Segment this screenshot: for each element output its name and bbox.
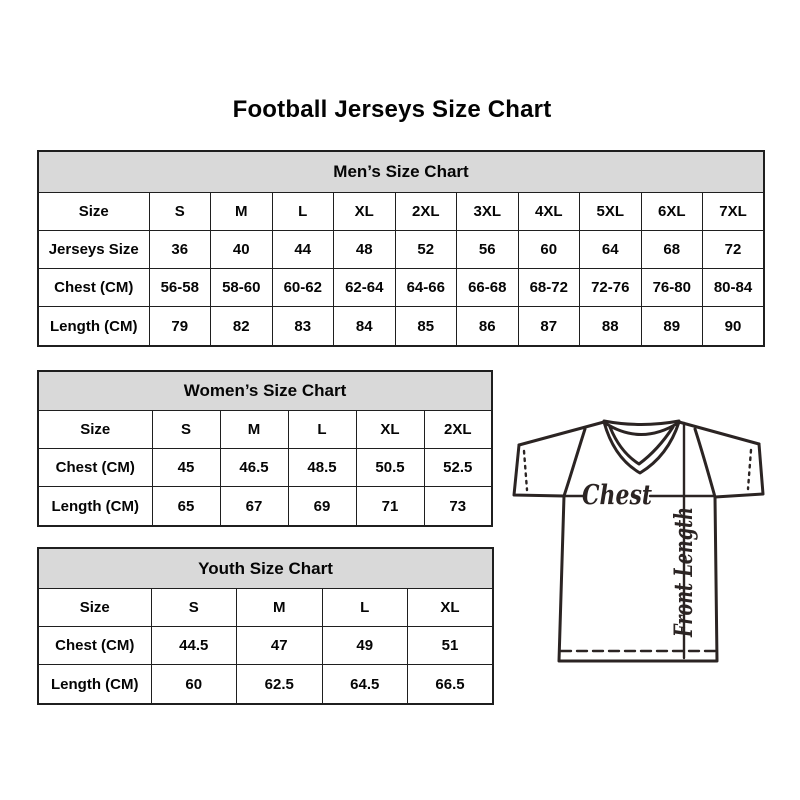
value-cell: S [152, 411, 220, 449]
value-cell: 50.5 [356, 449, 424, 487]
value-cell: 66-68 [457, 269, 519, 307]
row-label: Length (CM) [38, 307, 149, 346]
youth-size-table [37, 547, 494, 705]
jersey-right-shoulder-line [679, 422, 759, 444]
value-cell: 72-76 [580, 269, 642, 307]
value-cell: 4XL [518, 193, 580, 231]
mens-size-table [37, 150, 765, 347]
value-cell: 45 [152, 449, 220, 487]
value-cell: S [151, 589, 237, 627]
row-label: Chest (CM) [38, 269, 149, 307]
value-cell: 40 [211, 231, 273, 269]
value-cell: 68-72 [518, 269, 580, 307]
value-cell: 71 [356, 487, 424, 526]
value-cell: 62.5 [237, 665, 323, 704]
value-cell: 6XL [641, 193, 703, 231]
table-row [38, 231, 764, 269]
mens-table-grid [37, 150, 765, 347]
value-cell: 80-84 [703, 269, 765, 307]
mens-table-title: Men’s Size Chart [38, 151, 764, 193]
value-cell: 49 [322, 627, 408, 665]
value-cell: L [322, 589, 408, 627]
womens-size-table [37, 370, 493, 527]
value-cell: 60 [518, 231, 580, 269]
value-cell: 87 [518, 307, 580, 346]
front-length-measure-label: Front Length [669, 452, 698, 637]
table-row [38, 269, 764, 307]
value-cell: 73 [424, 487, 492, 526]
value-cell: 82 [211, 307, 273, 346]
row-label: Length (CM) [38, 665, 151, 704]
value-cell: 2XL [395, 193, 457, 231]
value-cell: 66.5 [408, 665, 494, 704]
value-cell: 79 [149, 307, 211, 346]
left-sleeve-stitch-line [524, 451, 527, 490]
value-cell: 36 [149, 231, 211, 269]
value-cell: 64 [580, 231, 642, 269]
value-cell: 5XL [580, 193, 642, 231]
value-cell: 62-64 [334, 269, 396, 307]
value-cell: 58-60 [211, 269, 273, 307]
value-cell: S [149, 193, 211, 231]
right-sleeve-stitch-line [748, 450, 751, 489]
value-cell: 44 [272, 231, 334, 269]
page-title: Football Jerseys Size Chart [232, 96, 552, 123]
value-cell: 90 [703, 307, 765, 346]
value-cell: 72 [703, 231, 765, 269]
youth-table-title: Youth Size Chart [38, 548, 493, 589]
value-cell: 65 [152, 487, 220, 526]
value-cell: 60-62 [272, 269, 334, 307]
chest-measure-label: Chest [582, 480, 653, 511]
value-cell: L [288, 411, 356, 449]
row-label: Jerseys Size [38, 231, 149, 269]
value-cell: 52 [395, 231, 457, 269]
value-cell: 60 [151, 665, 237, 704]
value-cell: 83 [272, 307, 334, 346]
jersey-measurement-diagram [500, 408, 800, 672]
row-label: Chest (CM) [38, 449, 152, 487]
value-cell: 48 [334, 231, 396, 269]
table-header-row [38, 548, 493, 589]
value-cell: 46.5 [220, 449, 288, 487]
womens-table-title: Women’s Size Chart [38, 371, 492, 411]
value-cell: 69 [288, 487, 356, 526]
table-header-row [38, 371, 492, 411]
value-cell: 86 [457, 307, 519, 346]
table-row [38, 589, 493, 627]
value-cell: 68 [641, 231, 703, 269]
value-cell: 51 [408, 627, 494, 665]
row-label: Size [38, 589, 151, 627]
row-label: Length (CM) [38, 487, 152, 526]
collar-inner-v [610, 427, 673, 464]
table-row [38, 665, 493, 704]
value-cell: M [211, 193, 273, 231]
value-cell: 84 [334, 307, 396, 346]
value-cell: XL [334, 193, 396, 231]
value-cell: 64.5 [322, 665, 408, 704]
value-cell: XL [408, 589, 494, 627]
row-label: Size [38, 411, 152, 449]
value-cell: 64-66 [395, 269, 457, 307]
value-cell: 52.5 [424, 449, 492, 487]
value-cell: 44.5 [151, 627, 237, 665]
table-row [38, 449, 492, 487]
value-cell: 85 [395, 307, 457, 346]
value-cell: 47 [237, 627, 323, 665]
table-header-row [38, 151, 764, 193]
womens-table-grid [37, 370, 493, 527]
youth-table-grid [37, 547, 494, 705]
value-cell: XL [356, 411, 424, 449]
value-cell: M [237, 589, 323, 627]
collar-top-line [604, 421, 679, 425]
value-cell: 89 [641, 307, 703, 346]
value-cell: 67 [220, 487, 288, 526]
value-cell: 76-80 [641, 269, 703, 307]
value-cell: 3XL [457, 193, 519, 231]
table-row [38, 411, 492, 449]
row-label: Chest (CM) [38, 627, 151, 665]
table-row [38, 487, 492, 526]
value-cell: 7XL [703, 193, 765, 231]
jersey-right-sleeve-outline [715, 444, 763, 497]
value-cell: 2XL [424, 411, 492, 449]
value-cell: 56 [457, 231, 519, 269]
value-cell: L [272, 193, 334, 231]
jersey-left-sleeve-outline [514, 445, 564, 496]
table-row [38, 307, 764, 346]
row-label: Size [38, 193, 149, 231]
value-cell: M [220, 411, 288, 449]
value-cell: 56-58 [149, 269, 211, 307]
value-cell: 88 [580, 307, 642, 346]
table-row [38, 193, 764, 231]
value-cell: 48.5 [288, 449, 356, 487]
jersey-right-armhole-curve [695, 429, 715, 497]
table-row [38, 627, 493, 665]
jersey-left-shoulder-line [519, 422, 604, 445]
